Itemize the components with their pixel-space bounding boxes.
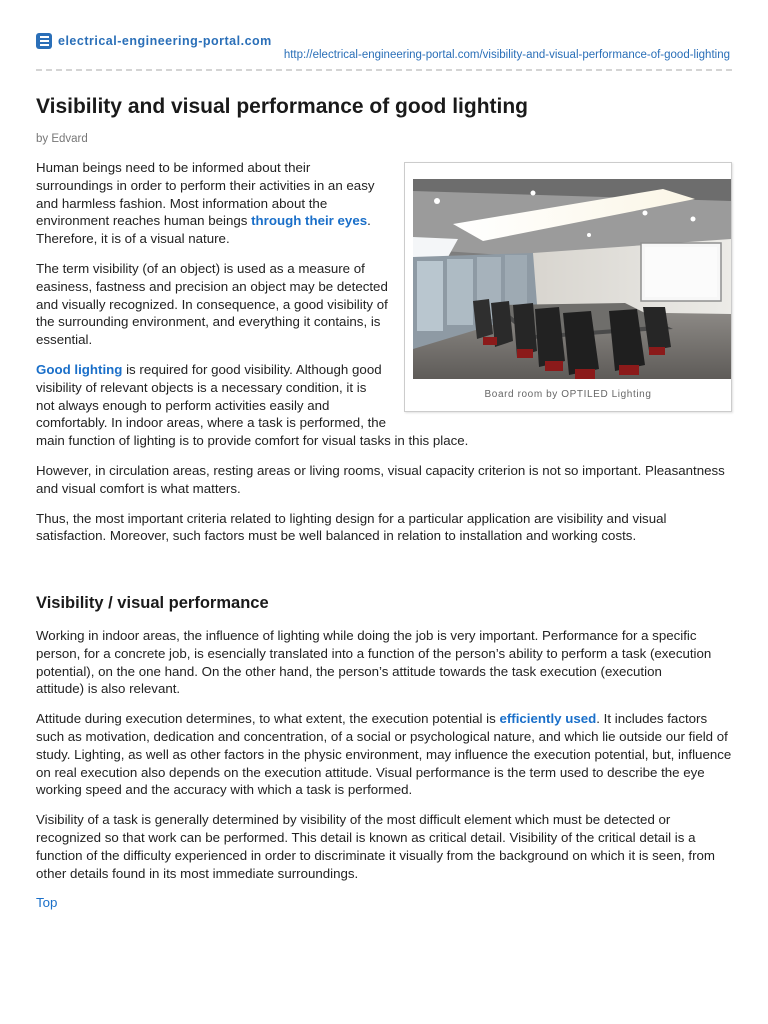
paragraph-1-text: Human beings need to be informed about their surroundings in order to perform their activities in an easy and harmless fashion. Most information about the environment reaches human beings (36, 160, 375, 229)
board-room-photo (413, 179, 731, 379)
site-logo-icon (36, 33, 52, 49)
paragraph-2: The term visibility (of an object) is used as a measure of easiness, fastness and precision an object may be detected and visually recognized. In consequence, a good visibility of the surrounding environment, and everything it contains, is essential. (36, 260, 388, 348)
article-title: Visibility and visual performance of good lighting (36, 95, 529, 118)
paragraph-6-text: Working in indoor areas, the influence of lighting while doing the job is very important. Performance for a specific person, for a concrete job, is esencially translated into a function of the person’s ability to perform a task (execution potential), on the one hand. On the other hand, the person’s attitude towards the task execution (execution (36, 627, 712, 679)
site-name[interactable]: electrical-engineering-portal.com (58, 34, 272, 48)
paragraph-6 (36, 627, 732, 698)
link-good-lighting[interactable]: Good lighting (36, 361, 123, 377)
paragraph-6-text-end: attitude) is also relevant. (36, 681, 181, 697)
paragraph-7-text-end: . It includes factors such as motivation, dedication and concentration, of a social or psychological nature, and which lie outside our field of study. Lighting, as well as other factors in the physic environment, may influence the execution potential, but, influence on real execution also depends on the execution attitude. Visual performance is the term used to describe the eye working speed and the accuracy with which a task is performed. (36, 711, 732, 798)
paragraph-3-text: is required for good visibility. Although good visibility of relevant objects is a necessary condition, it is not always enough to perform activities easily and comfortably. In indoor areas, where a task is performed, the main function of lighting is to provide comfort for visual tasks in this place. (36, 361, 469, 449)
header-divider (36, 69, 732, 71)
paragraph-7 (36, 710, 732, 799)
byline: by Edvard (36, 133, 88, 145)
paragraph-4: However, in circulation areas, resting areas or living rooms, visual capacity criterion is not so important. Pleasantness and visual comfort is what matters. (36, 462, 725, 496)
article-body (36, 159, 732, 924)
paragraph-8: Visibility of a task is generally determined by visibility of the most difficult element which must be detected or recognized so that work can be performed. This detail is known as critical detail. Visibility of the critical detail is a function of the difficulty experienced in order to discriminate it visually from the background on which it is seen, from other details found in its most immediate surroundings. (36, 812, 715, 881)
link-through-their-eyes[interactable]: through their eyes (251, 213, 368, 229)
paragraph-1-text-end: . Therefore, it is of a visual nature. (36, 213, 371, 247)
paragraph-7-text: Attitude during execution determines, to what extent, the execution potential is (36, 711, 500, 727)
article-figure (404, 162, 732, 412)
section-heading: Visibility / visual performance (36, 594, 269, 613)
top-link[interactable]: Top (36, 895, 58, 911)
paragraph-5: Thus, the most important criteria related to lighting design for a particular application are visibility and visual satisfaction. Moreover, such factors must be well balanced in relation to installation and working costs. (36, 510, 667, 544)
top-link-row (36, 894, 732, 912)
site-header[interactable] (36, 33, 272, 49)
page-url[interactable]: http://electrical-engineering-portal.com/visibility-and-visual-performance-of-good-lighting (283, 49, 730, 61)
figure-caption: Board room by OPTILED Lighting (484, 389, 652, 400)
link-efficiently-used[interactable]: efficiently used (499, 711, 597, 727)
